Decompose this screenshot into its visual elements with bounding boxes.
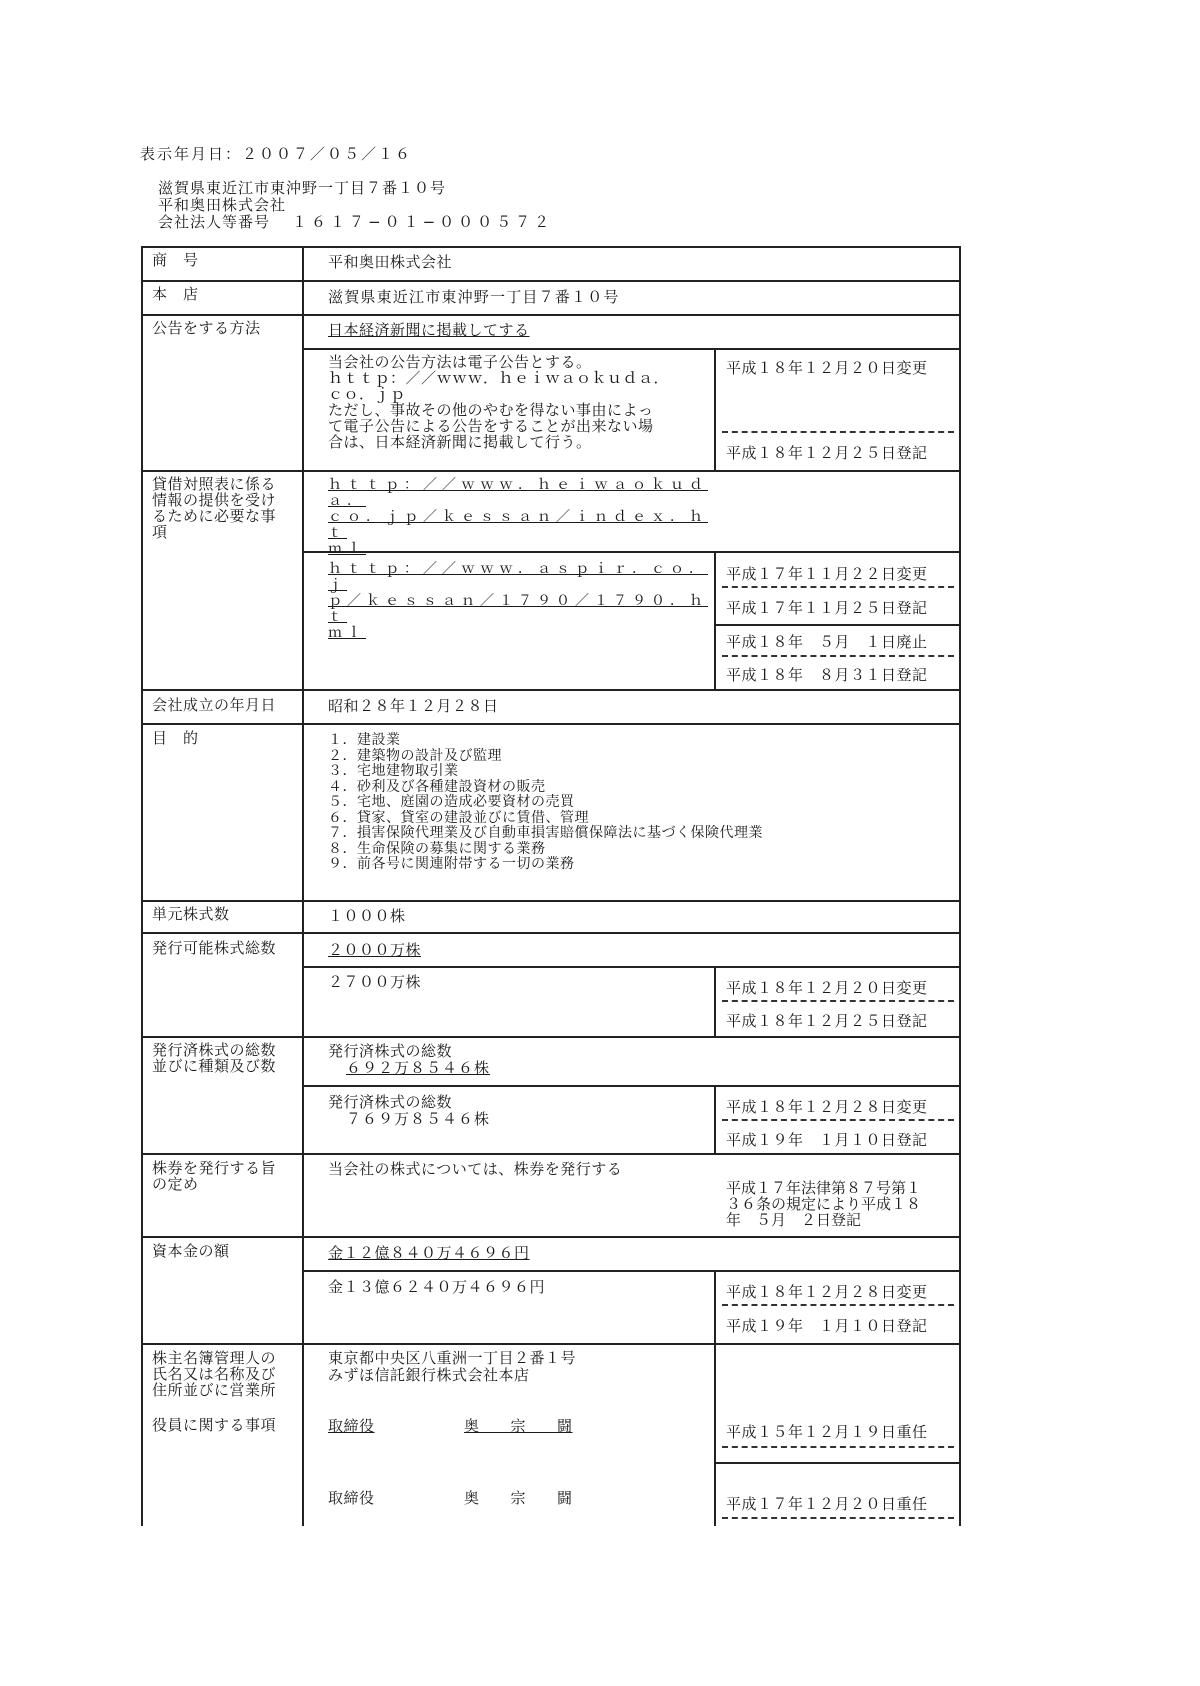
header-address: 滋賀県東近江市東沖野一丁目７番１０号: [158, 179, 447, 197]
label-capital: 資本金の額: [152, 1242, 230, 1260]
label-certificates: 株券を発行する旨 の定め: [152, 1159, 277, 1193]
value-public-notice-new: 当会社の公告方法は電子公告とする。 ｈｔｔｐ：／／ｗｗｗ．ｈｅｉｗａｏｋｕｄａ． ｃｏ．ｊｐ ただし、事故その他のやむを得ない事由によっ て電子公告による公告をすることが出来ない場 合は、日本経済新聞に掲載して行う。: [328, 353, 670, 451]
label-established: 会社成立の年月日: [152, 696, 277, 714]
header-corp-number: [158, 214, 553, 231]
corp-number-label: 会社法人等番号: [158, 213, 271, 231]
label-balance-sheet: 貸借対照表に係る 情報の提供を受け るために必要な事 項: [152, 475, 277, 541]
value-officer-title-1: 取締役: [328, 1417, 375, 1435]
value-authorized-shares-new: ２７００万株: [328, 973, 422, 991]
value-officer-name-1: 奥 宗 闘: [464, 1417, 573, 1435]
note-certificates: 平成１７年法律第８７号第１ ３６条の規定により平成１８ 年 ５月 ２日登記: [726, 1179, 922, 1229]
value-certificates: 当会社の株式については、株券を発行する: [328, 1160, 623, 1178]
label-issued-shares: 発行済株式の総数 並びに種類及び数: [152, 1041, 277, 1075]
value-registrar-name: みずほ信託銀行株式会社本店: [328, 1366, 530, 1384]
label-trade-name: 商 号: [152, 251, 199, 269]
value-officer-title-2: 取締役: [328, 1489, 375, 1507]
value-established: 昭和２８年１２月２８日: [328, 697, 499, 715]
stamp-capital-change: 平成１８年１２月２８日変更: [726, 1283, 928, 1301]
stamp-balance-sheet-abolish: 平成１８年 ５月 １日廃止: [726, 633, 928, 651]
value-purpose-list: １．建設業 ２．建築物の設計及び監理 ３．宅地建物取引業 ４．砂利及び各種建設資材の販売 ５．宅地、庭園の造成必要資材の売買 ６．貸家、貸室の建設並びに賃借、管理 ７．損害保険代理業及び自動車損害賠償保障法に基づく保険代理業 ８．生命保険の募集に関する業務 ９．前各号に関連附帯する一切の業務: [328, 732, 763, 872]
value-officer-name-2: 奥 宗 闘: [464, 1489, 573, 1507]
stamp-public-notice-change: 平成１８年１２月２０日変更: [726, 359, 928, 377]
label-unit-shares: 単元株式数: [152, 905, 230, 923]
label-head-office: 本 店: [152, 285, 199, 303]
stamp-issued-shares-change: 平成１８年１２月２８日変更: [726, 1098, 928, 1116]
stamp-public-notice-register: 平成１８年１２月２５日登記: [726, 444, 928, 462]
label-registrar: 株主名簿管理人の 氏名又は名称及び 住所並びに営業所: [152, 1349, 277, 1399]
stamp-capital-register: 平成１９年 １月１０日登記: [726, 1317, 928, 1335]
value-issued-shares-new: ７６９万８５４６株: [346, 1110, 491, 1128]
stamp-balance-sheet-abolish-register: 平成１８年 ８月３１日登記: [726, 666, 928, 684]
label-officers: 役員に関する事項: [152, 1416, 277, 1434]
stamp-authorized-shares-register: 平成１８年１２月２５日登記: [726, 1012, 928, 1030]
stamp-officer-reappointed-1: 平成１５年１２月１９日重任: [726, 1423, 928, 1441]
value-balance-sheet-url-current: ｈｔｔｐ：／／ｗｗｗ．ｈｅｉｗａｏｋｕｄａ． ｃｏ．ｊｐ／ｋｅｓｓａｎ／ｉｎｄｅｘ．ｈｔ ｍｌ: [328, 477, 708, 557]
stamp-balance-sheet-change: 平成１７年１１月２２日変更: [726, 565, 928, 583]
stamp-authorized-shares-change: 平成１８年１２月２０日変更: [726, 979, 928, 997]
value-public-notice-old: 日本経済新聞に掲載してする: [328, 321, 530, 339]
value-unit-shares: １０００株: [328, 907, 406, 925]
corp-number-value: １６１７−０１−０００５７２: [292, 213, 554, 231]
value-registrar-address: 東京都中央区八重洲一丁目２番１号: [328, 1349, 577, 1367]
value-capital-new: 金１３億６２４０万４６９６円: [328, 1278, 546, 1296]
value-authorized-shares-old: ２０００万株: [328, 941, 422, 959]
value-head-office: 滋賀県東近江市東沖野一丁目７番１０号: [328, 288, 620, 306]
value-trade-name: 平和奥田株式会社: [328, 253, 453, 271]
value-capital-old: 金１２億８４０万４６９６円: [328, 1244, 530, 1262]
value-issued-shares-old-label: 発行済株式の総数: [328, 1042, 453, 1060]
label-authorized-shares: 発行可能株式総数: [152, 939, 277, 957]
stamp-balance-sheet-register: 平成１７年１１月２５日登記: [726, 599, 928, 617]
stamp-officer-reappointed-2: 平成１７年１２月２０日重任: [726, 1495, 928, 1513]
value-issued-shares-old: ６９２万８５４６株: [346, 1059, 491, 1077]
stamp-issued-shares-register: 平成１９年 １月１０日登記: [726, 1131, 928, 1149]
value-balance-sheet-url-old: ｈｔｔｐ：／／ｗｗｗ．ａｓｐｉｒ．ｃｏ．ｊ ｐ／ｋｅｓｓａｎ／１７９０／１７９０．ｈｔ ｍｌ: [328, 561, 708, 641]
value-issued-shares-new-label: 発行済株式の総数: [328, 1093, 453, 1111]
label-public-notice: 公告をする方法: [152, 319, 261, 337]
label-purpose: 目 的: [152, 729, 199, 747]
display-date: 表示年月日：２００７／０５／１６: [140, 145, 413, 163]
header-company-name: 平和奥田株式会社: [158, 196, 287, 214]
